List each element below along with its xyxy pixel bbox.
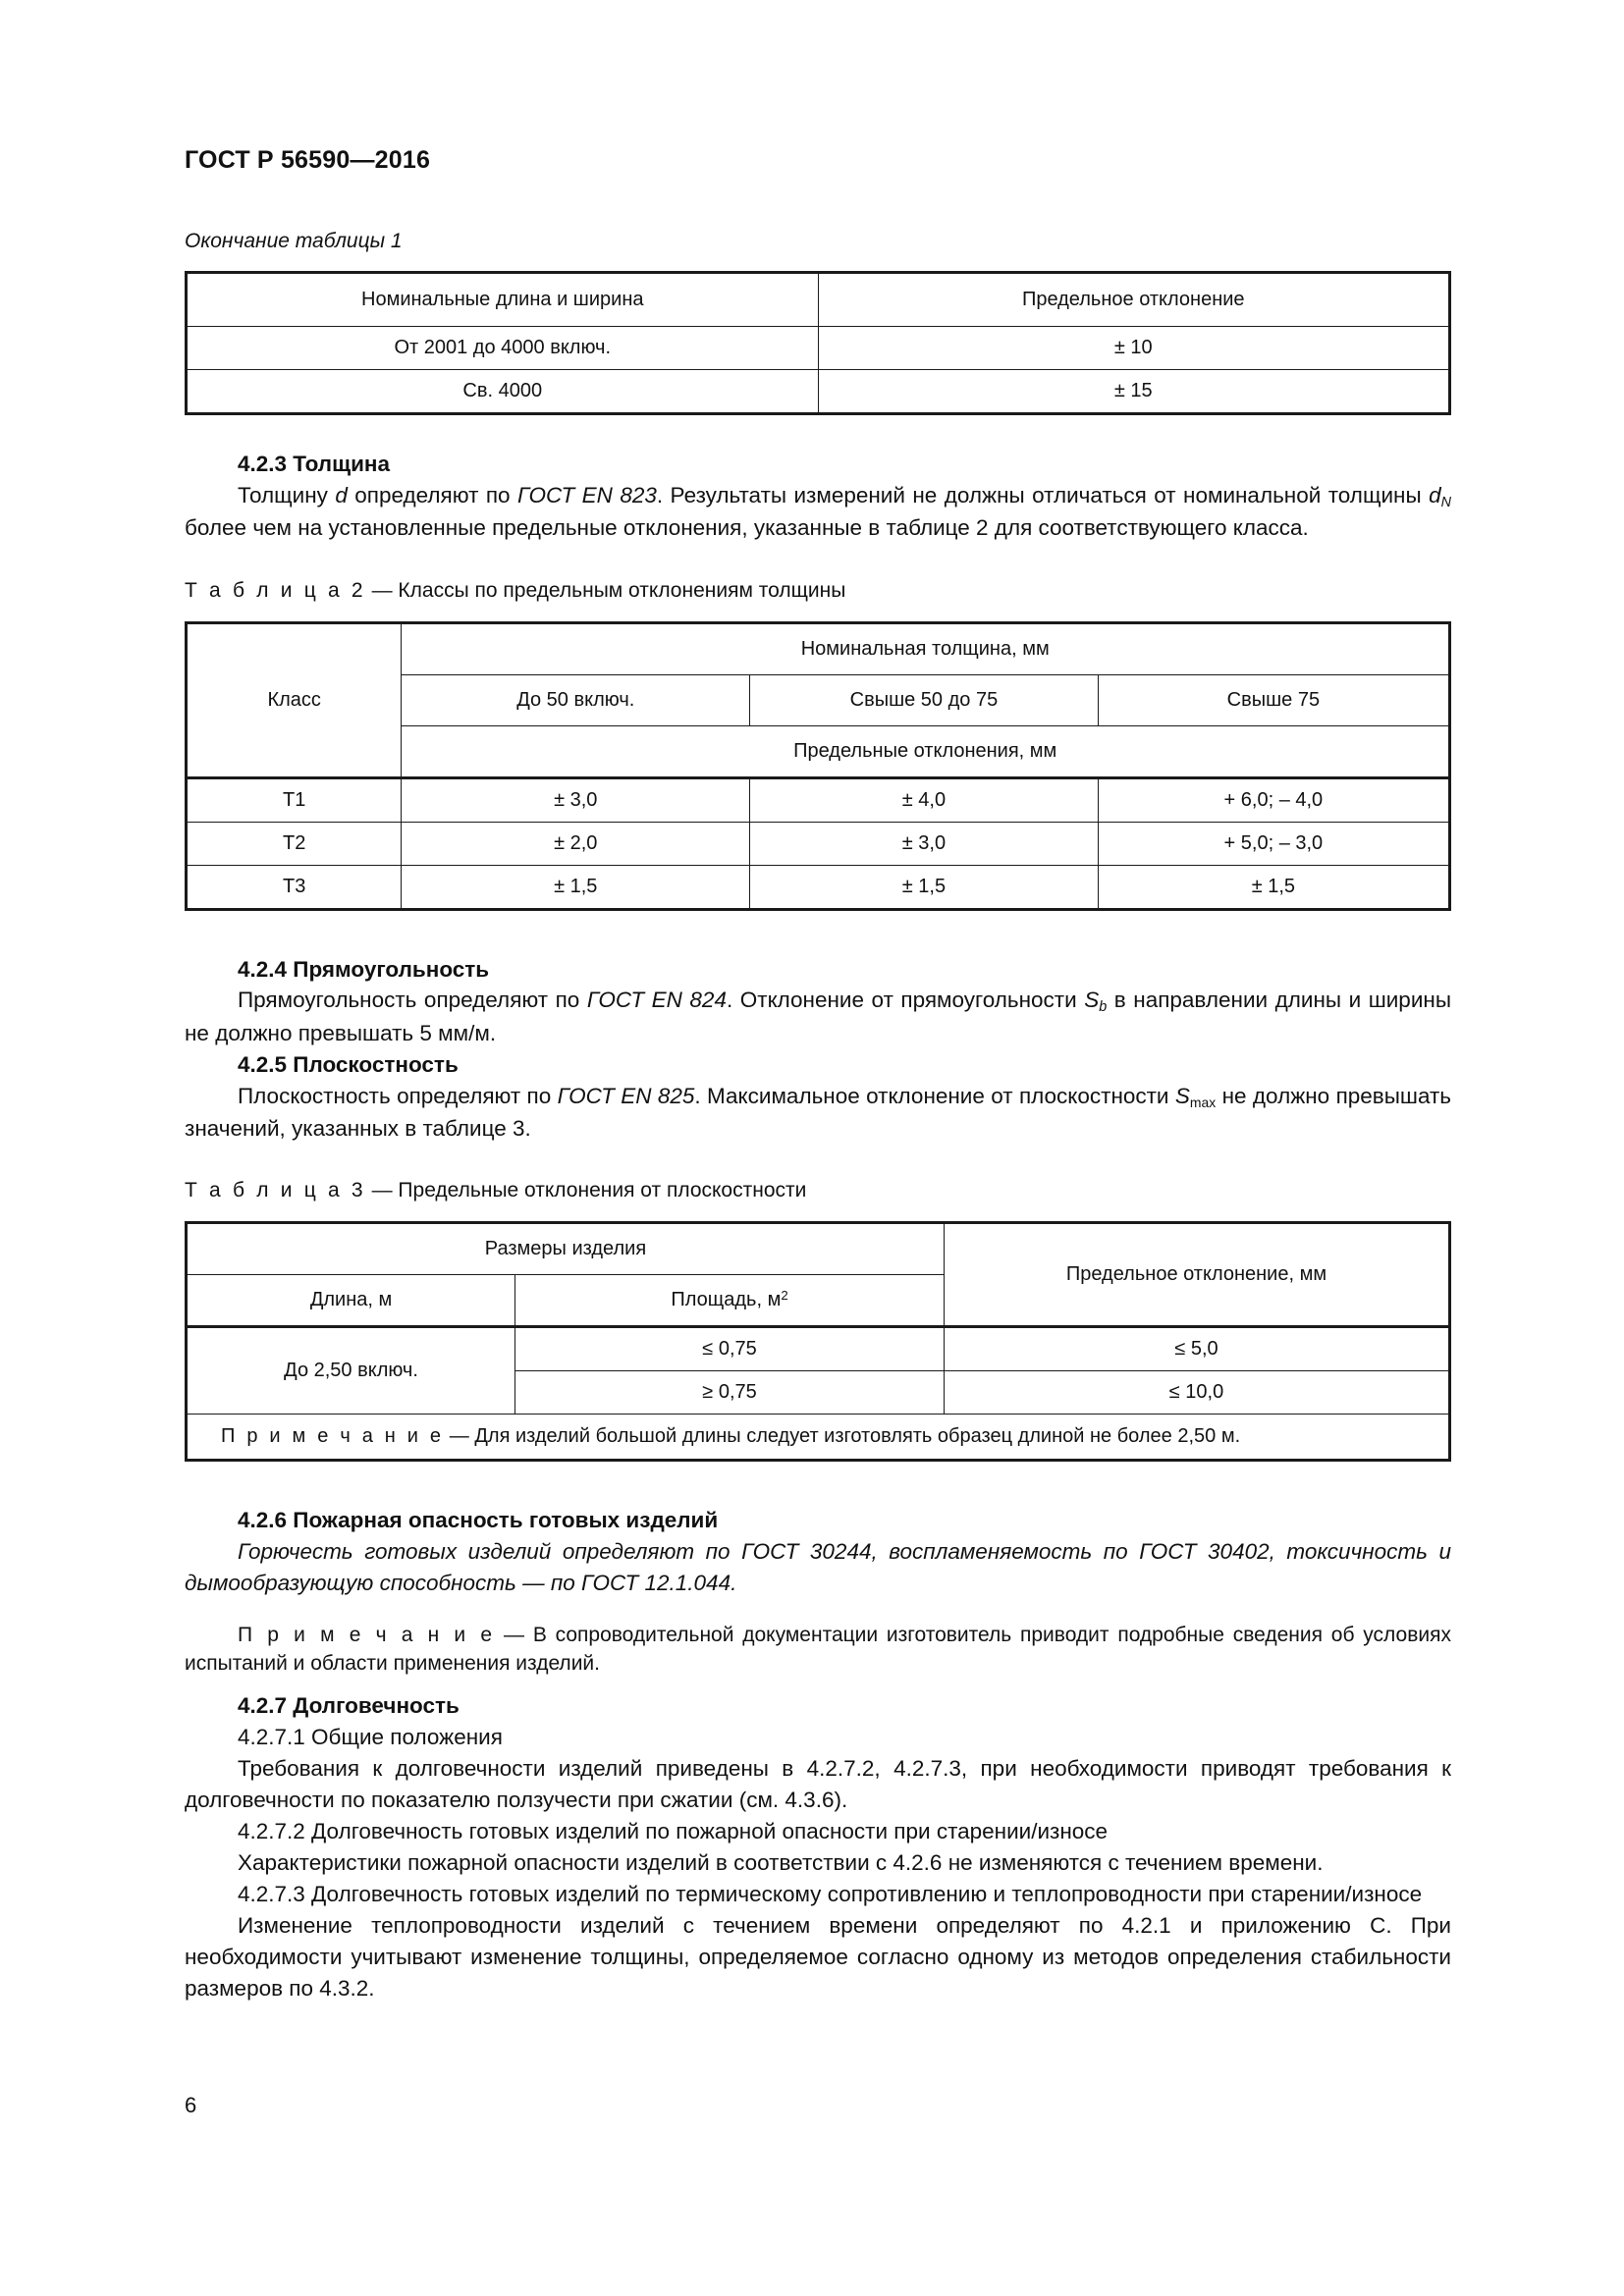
table2-r2-c3: ± 1,5 xyxy=(1098,865,1448,908)
table3-header-area xyxy=(515,1274,945,1326)
p423-a: Толщину xyxy=(238,482,336,507)
table-row xyxy=(188,822,1449,865)
p423-e: более чем на установленные предельные отклонения, указанные в таблице 2 для соответствующего класса. xyxy=(185,515,1309,541)
section-4-2-6-paragraph: Горючесть готовых изделий определяют по ГОСТ 30244, воспламеняемость по ГОСТ 30402, токсичность и дымообразующую способность — по ГОСТ 12.1.044. xyxy=(185,1538,1451,1595)
section-4-2-7-1-paragraph: Требования к долговечности изделий приведены в 4.2.7.2, 4.2.7.3, при необходимости приводят требования к долговечности по показателю ползучести при сжатии (см. 4.3.6). xyxy=(185,1756,1451,1813)
table3-header-row-1 xyxy=(188,1223,1449,1274)
page-number: 6 xyxy=(185,2093,197,2117)
table1-r1-c0: Св. 4000 xyxy=(188,369,819,412)
table3-note xyxy=(188,1414,1449,1459)
table2-r0-c3: + 6,0; – 4,0 xyxy=(1098,777,1448,822)
table3-r1-c1: ≥ 0,75 xyxy=(515,1370,945,1414)
table3-caption-text: Предельные отклонения от плоскостности xyxy=(398,1179,807,1202)
reference-gost-en-824: ГОСТ EN 824 xyxy=(586,988,727,1013)
section-4-2-7-3-paragraph: Изменение теплопроводности изделий с течением времени определяют по 4.2.1 и приложению С. При необходимости учитывают изменение толщины, определяемое согласно одному из методов определения стабильности размеров по 4.3.2. xyxy=(185,1912,1451,2001)
table1-r0-c0: От 2001 до 4000 включ. xyxy=(188,326,819,369)
section-4-2-6-note-label: П р и м е ч а н и е xyxy=(238,1623,496,1646)
table3-note-row xyxy=(188,1414,1449,1459)
table2-r1-c3: + 5,0; – 3,0 xyxy=(1098,822,1448,865)
table2-subheader-2: Свыше 75 xyxy=(1098,674,1448,725)
table3-caption-label: Т а б л и ц а 3 xyxy=(185,1179,366,1202)
symbol-dn-subscript: N xyxy=(1440,494,1451,510)
table2-r2-c1: ± 1,5 xyxy=(402,865,750,908)
table3-header-area-superscript: 2 xyxy=(781,1287,788,1303)
table1-header-row xyxy=(188,273,1449,326)
reference-gost-en-823: ГОСТ EN 823 xyxy=(516,482,657,507)
section-4-2-7-2-paragraph: Характеристики пожарной опасности изделий в соответствии с 4.2.6 не изменяются с течением времени. xyxy=(238,1849,1324,1875)
table2-r1-c0: Т2 xyxy=(188,822,402,865)
table2-r1-c2: ± 3,0 xyxy=(750,822,1099,865)
section-4-2-3-paragraph xyxy=(185,480,1451,544)
p423-c: . Результаты измерений не должны отличаться от номинальной толщины xyxy=(656,482,1430,507)
p423-b: определяют по xyxy=(347,482,517,507)
subsection-heading-4-2-7-3: 4.2.7.3 Долговечность готовых изделий по термическому сопротивлению и теплопроводности при старении/износе xyxy=(238,1881,1423,1906)
table2-r0-c0: Т1 xyxy=(188,777,402,822)
section-4-2-6-note-text: В сопроводительной документации изготовитель приводит подробные сведения об условиях испытаний и области применения изделий. xyxy=(185,1623,1451,1676)
table-row xyxy=(188,369,1449,412)
section-heading-4-2-6: 4.2.6 Пожарная опасность готовых изделий xyxy=(238,1507,719,1532)
table-row xyxy=(188,1326,1449,1370)
table2-r0-c2: ± 4,0 xyxy=(750,777,1099,822)
table1-r1-c1: ± 15 xyxy=(818,369,1449,412)
table1-caption: Окончание таблицы 1 xyxy=(185,229,403,252)
table3-caption xyxy=(185,1177,1451,1204)
table3-header-group: Размеры изделия xyxy=(188,1223,945,1274)
table1-header-cell-1: Предельное отклонение xyxy=(818,273,1449,326)
symbol-sb-base: S xyxy=(1084,988,1100,1013)
table2-band-header: Предельные отклонения, мм xyxy=(402,725,1449,777)
table2-header-group: Номинальная толщина, мм xyxy=(402,623,1449,674)
symbol-smax-subscript: max xyxy=(1189,1094,1217,1110)
p425-a: Плоскостность определяют по xyxy=(238,1083,558,1108)
table2-header-class: Класс xyxy=(188,623,402,777)
table1 xyxy=(187,273,1449,413)
table3-note-label: П р и м е ч а н и е xyxy=(221,1424,445,1447)
section-heading-4-2-5: 4.2.5 Плоскостность xyxy=(238,1051,459,1077)
table3-header-length: Длина, м xyxy=(188,1274,515,1326)
p424-c: в направлении длины и ширины не должно превышать 5 мм/м. xyxy=(185,988,1451,1045)
table3-note-dash: — xyxy=(444,1424,475,1447)
section-heading-4-2-7: 4.2.7 Долговечность xyxy=(238,1693,460,1719)
symbol-smax-base: S xyxy=(1174,1083,1190,1108)
table2-r1-c1: ± 2,0 xyxy=(402,822,750,865)
table1-header-cell-0: Номинальные длина и ширина xyxy=(188,273,819,326)
table2-caption-dash: — xyxy=(365,579,399,603)
table-row xyxy=(188,865,1449,908)
table2-caption-text: Классы по предельным отклонениям толщины xyxy=(398,579,846,603)
table1-r0-c1: ± 10 xyxy=(818,326,1449,369)
table2-subheader-0: До 50 включ. xyxy=(402,674,750,725)
table2-r0-c1: ± 3,0 xyxy=(402,777,750,822)
table3-caption-dash: — xyxy=(365,1179,399,1202)
p424-b: . Отклонение от прямоугольности xyxy=(726,988,1085,1013)
section-4-2-4-paragraph xyxy=(185,985,1451,1048)
table1-wrapper xyxy=(185,271,1451,415)
symbol-dn-base: d xyxy=(1429,482,1441,507)
table3-r0-c2: ≤ 5,0 xyxy=(944,1326,1448,1370)
p425-b: . Максимальное отклонение от плоскостности xyxy=(694,1083,1175,1108)
symbol-d: d xyxy=(335,482,348,507)
section-4-2-6-note-dash: — xyxy=(495,1623,533,1646)
table-row xyxy=(188,326,1449,369)
table3-wrapper xyxy=(185,1221,1451,1462)
section-heading-4-2-3: 4.2.3 Толщина xyxy=(238,451,391,476)
symbol-sb-subscript: b xyxy=(1099,999,1108,1016)
subsection-heading-4-2-7-1: 4.2.7.1 Общие положения xyxy=(238,1725,503,1750)
table3-header-deviation: Предельное отклонение, мм xyxy=(944,1223,1448,1326)
table2-subheader-1: Свыше 50 до 75 xyxy=(750,674,1099,725)
table2-r2-c2: ± 1,5 xyxy=(750,865,1099,908)
section-4-2-6-note xyxy=(185,1621,1451,1680)
subsection-heading-4-2-7-2: 4.2.7.2 Долговечность готовых изделий по пожарной опасности при старении/износе xyxy=(238,1819,1109,1844)
page-content xyxy=(185,147,1451,2004)
section-heading-4-2-4: 4.2.4 Прямоугольность xyxy=(238,956,490,982)
table2-r2-c0: Т3 xyxy=(188,865,402,908)
table2-wrapper xyxy=(185,621,1451,911)
table2-caption-label: Т а б л и ц а 2 xyxy=(185,579,366,603)
table3 xyxy=(187,1223,1449,1460)
table-row xyxy=(188,777,1449,822)
p424-a: Прямоугольность определяют по xyxy=(238,988,587,1013)
table2-caption xyxy=(185,577,1451,605)
table3-r0-c1: ≤ 0,75 xyxy=(515,1326,945,1370)
table3-header-area-base: Площадь, м xyxy=(671,1288,782,1310)
table2 xyxy=(187,623,1449,909)
document-header-standard-number: ГОСТ Р 56590—2016 xyxy=(185,146,431,174)
reference-gost-en-825: ГОСТ EN 825 xyxy=(557,1083,695,1108)
table3-note-text: Для изделий большой длины следует изготовлять образец длиной не более 2,50 м. xyxy=(474,1424,1241,1447)
section-4-2-5-paragraph xyxy=(185,1081,1451,1145)
p425-c: не должно превышать значений, указанных в таблице 3. xyxy=(185,1083,1451,1141)
table2-header-row-1 xyxy=(188,623,1449,674)
table3-r1-c2: ≤ 10,0 xyxy=(944,1370,1448,1414)
table3-r0-c0: До 2,50 включ. xyxy=(188,1326,515,1414)
